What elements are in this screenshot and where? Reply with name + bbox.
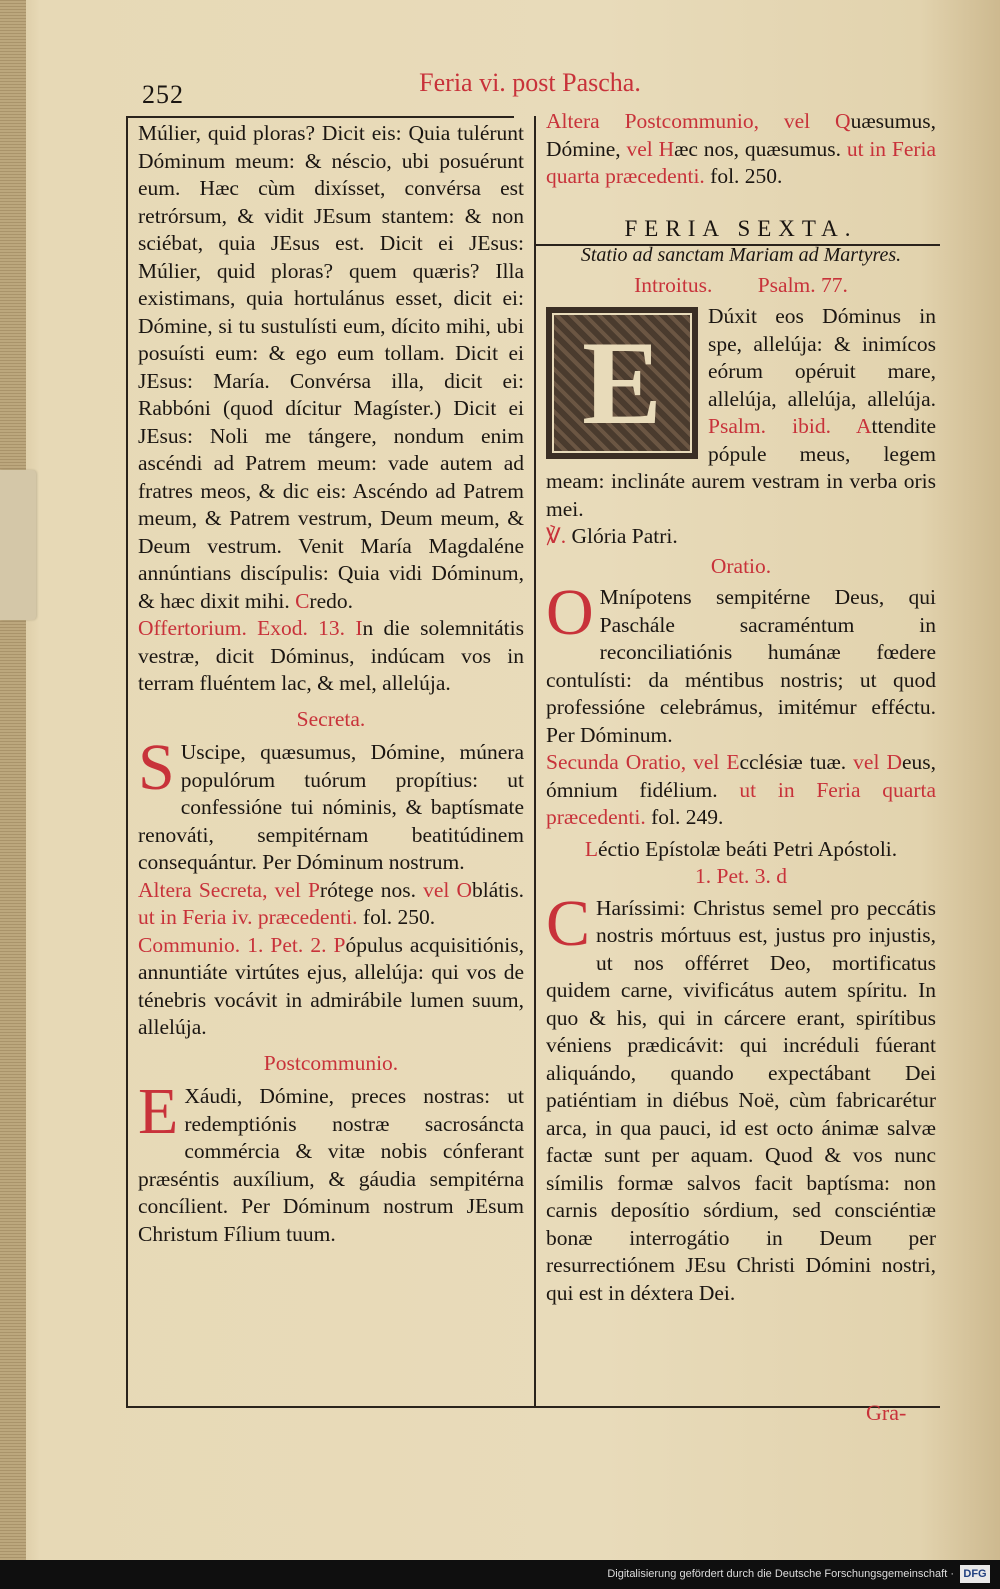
secreta-heading: Secreta. [296,706,366,731]
digitization-footer [0,1560,1000,1589]
altera-postcommunio-folio: fol. 250. [710,164,783,188]
epistle-initial: C [546,886,591,960]
postcommunio-heading: Postcommunio. [263,1050,399,1075]
secunda-oratio-text-1: cclésiæ tuæ. [739,750,847,774]
introitus-text: Dúxit eos Dóminus in spe, allelúja: & inimícos eórum opéruit mare, allelúja, allelúja, allelúja. [708,304,936,411]
gospel-ending: Múlier, quid ploras? Dicit eis: Quia tulérunt Dóminum meum: & néscio, ubi posuérunt eum. Hæc cùm dixísset, convérsa est retrórsum, & vidit JEsum stantem: & non sciébat, quia JEsus est. Dicit ei JEsus: Múlier, quid ploras? quem quæris? Illa existimans, quia hortulánus esset, dicit ei: Dómine, si tu sustulísti eum, dícito mihi, ubi posuísti eum: & ego eum tollam. Dicit ei JEsus: María. Convérsa illa, dicit ei: Rabbóni (quod dícitur Magíster.) Dicit ei JEsus: Noli me tángere, nondum enim ascéndi ad Patrem meum: vade autem ad fratres meos, & dic eis: Ascéndo ad Patrem meum, & Patrem vestrum, Deum meum, & Deum vestrum. Venit María Magdaléne annúntians discípulis: Quia vidi Dóminum, & hæc dixit mihi. [138,121,524,613]
funding-notice: Digitalisierung gefördert durch die Deutsche Forschungsgemeinschaft · [607,1568,954,1580]
communio-initial: P [333,932,346,957]
offertorium-text: n die solemnitátis vestræ, dicit Dóminus, indúcam vos in terram fluéntem lac, & mel, allelúja. [138,616,524,695]
altera-postcommunio-reference: ut in Feria quarta præcedenti. [546,136,937,188]
altera-secreta-text-1: rótege nos. [319,877,416,902]
altera-postcommunio-text-2: æc nos, quæsumus. [674,136,841,161]
altera-secreta-text-2: blátis. [472,877,524,902]
altera-secreta-reference: ut in Feria iv. præcedenti. [138,905,358,929]
communio-rubric: Communio. 1. Pet. 2. [138,932,327,957]
left-column [138,120,524,1248]
column-divider [534,116,536,1408]
altera-postcommunio-text-1: uæsumus, Dómine, [546,109,937,161]
lectio-initial: L [584,836,598,861]
bookmark-tab [0,470,36,620]
secunda-oratio-initial-2: D [886,750,902,774]
secunda-oratio-folio: fol. 249. [651,805,724,829]
altera-secreta-rubric: Altera Secreta, vel [138,877,301,902]
gloria-patri: Glória Patri. [571,524,678,548]
left-rule [126,116,128,1408]
oratio-heading: Oratio. [710,553,772,578]
introitus-rubric: Introitus. [634,272,713,297]
running-head: Feria vi. post Pascha. [419,68,641,97]
psalm-initial: A [855,414,872,438]
lectio-reference: 1. Pet. 3. d [695,864,787,888]
altera-secreta-initial-2: O [456,877,473,902]
lectio-title: éctio Epístolæ beáti Petri Apóstoli. [597,836,898,861]
psalm-rubric: Psalm. ibid. [708,414,831,438]
secunda-oratio-rubric: Secunda Oratio, vel [546,750,720,774]
versicle-sign: ℣. [546,524,567,548]
dfg-logo: DFG [960,1565,990,1583]
statio-line: Statio ad sanctam Mariam ad Martyres. [580,244,902,266]
page-number: 252 [142,80,184,109]
postcommunio-text: Xáudi, Dómine, preces nostras: ut redemptiónis nostræ sacrosáncta commércia & vitæ nobis cónferant præséntis auxílium, & gáudia sempitérna concílient. Per Dóminum nostrum JEsum Christum Fílium tuum. [138,1084,524,1246]
altera-secreta-folio: fol. 250. [362,905,436,929]
epistle-text: Haríssimi: Christus semel pro peccátis nostris mórtuus est, justus pro injustis, ut nos offérret Deo, mortificatus quidem carne, vivificátus autem spíritu. In quo & his, qui in cárcere erant, spirítibus véniens prædicávit: qui incréduli fúerant aliquándo, quando expectábant Dei patiéntiam in diébus Noë, cùm fabricarétur arca, in qua pauci, id est octo ánimæ salvæ factæ sunt per aquam. Quod & vos nunc símilis formæ salvos facit baptísma: non carnis deposítio sórdium, sed consciéntiæ bonæ interrogátio in Deum per resurrectiónem JEsu Christi Dómini nostri, qui est in déxtera Dei. [546,895,936,1305]
psalm-text: ttendite pópule meus, legem meam: inclináte aurem vestram in verba oris mei. [546,414,936,521]
page-edge [0,0,26,1560]
altera-secreta-vel: vel [423,877,450,902]
altera-postcommunio-rubric: Altera Postcommunio, vel [546,109,811,133]
secunda-oratio-initial-1: E [726,750,740,774]
altera-secreta-initial-1: P [307,877,320,902]
altera-postcommunio-initial-2: H [658,136,675,161]
bottom-rule [126,1406,940,1408]
decorated-initial-e [546,307,698,459]
oratio-initial: O [546,576,594,649]
offertorium-rubric: Offertorium. Exod. 13. [138,616,346,640]
credo-text: redo. [309,588,353,613]
communio-text: ópulus acquisitiónis, annuntiáte virtútes ejus, allelúja: qui vos de ténebris vocávit in admirábile lumen suum, allelúja. [138,932,524,1039]
secunda-oratio-text-2: eus, ómnium fidélium. [546,750,937,802]
altera-postcommunio-vel: vel [626,136,653,161]
secunda-oratio-vel: vel [853,750,880,774]
secreta-text: Uscipe, quæsumus, Dómine, múnera populórum tuórum propítius: ut confessióne tui nóminis, & baptísmate renováti, sempitérnam beatitúdinem consequántur. Per Dóminum nostrum. [138,740,524,874]
top-rule [126,116,514,118]
text-frame [126,109,940,1408]
catchword: Gra- [866,1400,907,1425]
feria-heading: FERIA SEXTA. [624,215,858,241]
oratio-text: Mnípotens sempitérne Deus, qui Paschále sacraméntum in reconciliatiónis humánæ fœdere contulísti: da méntibus nostris; ut quod professióne celebrámus, imitémur efféctu. Per Dóminum. [546,585,936,747]
secreta-initial: S [138,731,175,804]
postcommunio-initial: E [138,1075,179,1148]
altera-postcommunio-initial-1: Q [835,109,851,133]
right-column [546,108,936,1307]
introitus-initial: E [581,316,663,449]
introitus-psalm-ref: Psalm. 77. [757,272,848,297]
secunda-oratio-reference: ut in Feria quarta præcedenti. [546,777,936,829]
credo-initial: C [295,588,310,613]
offertorium-initial: I [355,616,363,640]
